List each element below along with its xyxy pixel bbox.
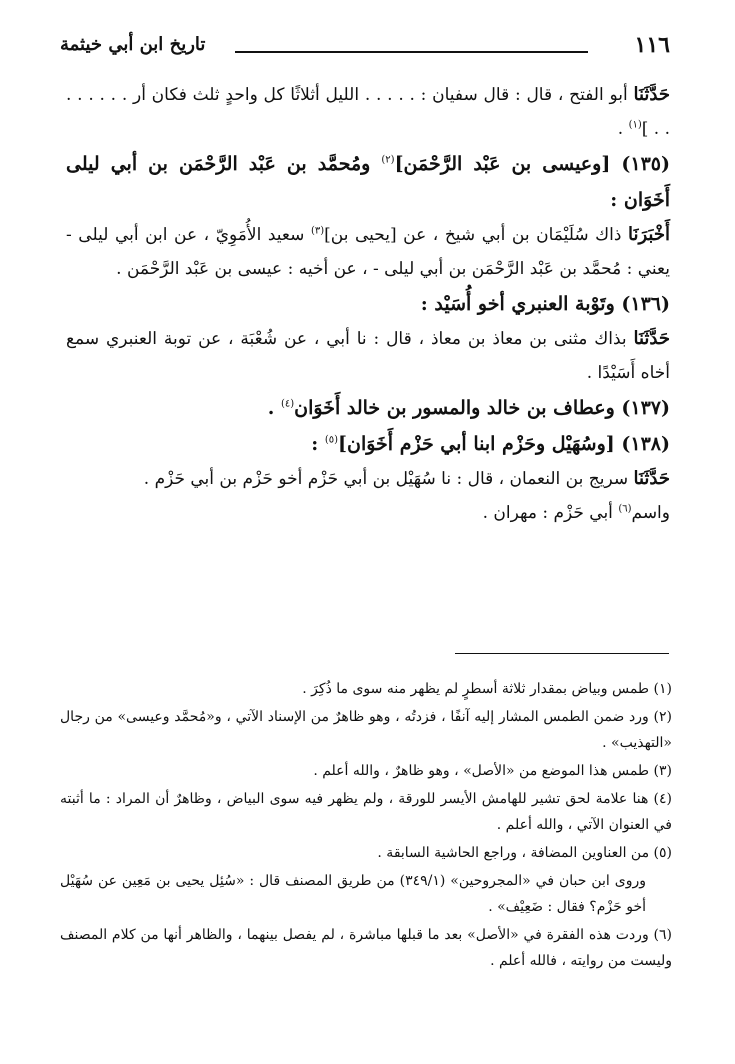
footnote-4: (٤) هنا علامة لحق تشير للهامش الأيسر للورقة ، ولم يظهر فيه سوى البياض ، وظاهرٌ أن المراد : ما أثبته في العنوان الآتي ، والله أعلم . <box>60 791 672 833</box>
entry-138 <box>66 426 670 462</box>
book-title: تاريخ ابن أبي خيثمة <box>60 34 206 55</box>
footnote-separator <box>455 653 669 654</box>
entry-heading-rest: ومُحمَّد بن عَبْد الرَّحْمَن بن أبي ليلى أَخَوَان : <box>66 153 670 211</box>
entry-136 <box>66 286 670 322</box>
paragraph-rest: أبي حَزْم : مهران . <box>482 503 619 523</box>
paragraph-5 <box>66 496 670 530</box>
narration-lead: أَخْبَرَنَا <box>628 224 670 245</box>
paragraph-text: واسم <box>631 503 670 523</box>
footnote-ref[interactable]: (١) <box>628 119 642 131</box>
paragraph-text: سريج بن النعمان ، قال : نا سُهَيْل بن أبي حَزْم أخو حَزْم بن أبي حَزْم . <box>143 469 634 489</box>
paragraph-text: ذاك سُلَيْمَان بن أبي شيخ ، عن [يحيى بن] <box>324 225 628 245</box>
paragraph-4 <box>66 462 670 496</box>
paragraph-end: . <box>617 119 629 139</box>
footnote-5: (٥) من العناوين المضافة ، وراجع الحاشية السابقة . <box>377 845 672 861</box>
entry-end: . <box>267 397 281 419</box>
paragraph-3 <box>66 322 670 390</box>
entry-heading: (١٣٨) [وسُهَيْل وحَزْم ابنا أبي حَزْم أَخَوَان] <box>338 433 670 455</box>
header-rule <box>235 51 588 53</box>
footnote-ref[interactable]: (٣) <box>310 225 325 237</box>
footnote-3: (٣) طمس هذا الموضع من «الأصل» ، وهو ظاهرٌ ، والله أعلم . <box>313 763 672 779</box>
paragraph-text: بذاك مثنى بن معاذ بن معاذ ، قال : نا أبي ، عن شُعْبَة ، عن توبة العنبري سمع أخاه أَسَيْدًا . <box>66 329 670 383</box>
footnote-ref[interactable]: (٦) <box>618 503 632 515</box>
paragraph-text: أبو الفتح ، قال : قال سفيان : . . . . . الليل أثلاثًا كل واحدٍ ثلث فكان أر . . . . . . . . ] <box>66 85 670 139</box>
paragraph-1 <box>66 78 670 146</box>
footnotes <box>60 676 672 976</box>
entry-135 <box>66 146 670 218</box>
entry-end: : <box>311 433 325 455</box>
narration-lead: حَدَّثَنَا <box>633 468 670 489</box>
footnote-ref[interactable]: (٤) <box>280 398 295 410</box>
paragraph-rest: سعيد الأُمَوِيّ ، عن ابن أبي ليلى - يعني : مُحمَّد بن عَبْد الرَّحْمَن بن أبي ليلى - ، عن أخيه : عيسى بن عَبْد الرَّحْمَن . <box>66 225 670 279</box>
footnote-2: (٢) ورد ضمن الطمس المشار إليه آنفًا ، فزدتُه ، وهو ظاهرٌ من الإسناد الآتي ، و«مُحمَّد وعيسى» من رجال «التهذيب» . <box>60 709 672 751</box>
main-text <box>66 78 670 530</box>
narration-lead: حَدَّثَنَا <box>633 84 670 105</box>
page-number: ١١٦ <box>634 32 670 58</box>
page-header <box>60 32 670 62</box>
narration-lead: حَدَّثَنَا <box>633 328 670 349</box>
entry-heading: (١٣٦) وتَوْبة العنبري أخو أُسَيْد : <box>420 293 670 315</box>
footnote-5-continuation: وروى ابن حبان في «المجروحين» (٣٤٩/١) من طريق المصنف قال : «سُئِل يحيى بن مَعِين عن سُهَيْل أخو حَزْم؟ فقال : ضَعِيْف» . <box>60 873 646 915</box>
entry-137 <box>66 390 670 426</box>
entry-heading: (١٣٧) وعطاف بن خالد والمسور بن خالد أَخَوَان <box>294 397 670 419</box>
footnote-ref[interactable]: (٢) <box>381 154 395 166</box>
footnote-ref[interactable]: (٥) <box>324 434 339 446</box>
footnote-6: (٦) وردت هذه الفقرة في «الأصل» بعد ما قبلها مباشرة ، لم يفصل بينهما ، والظاهر أنها من كلام المصنف وليست من روايته ، فالله أعلم . <box>60 927 672 969</box>
entry-heading: (١٣٥) [وعيسى بن عَبْد الرَّحْمَن] <box>394 153 670 175</box>
footnote-1: (١) طمس وبياض بمقدار ثلاثة أسطرٍ لم يظهر منه سوى ما ذُكِرَ . <box>302 681 672 697</box>
paragraph-2 <box>66 218 670 286</box>
